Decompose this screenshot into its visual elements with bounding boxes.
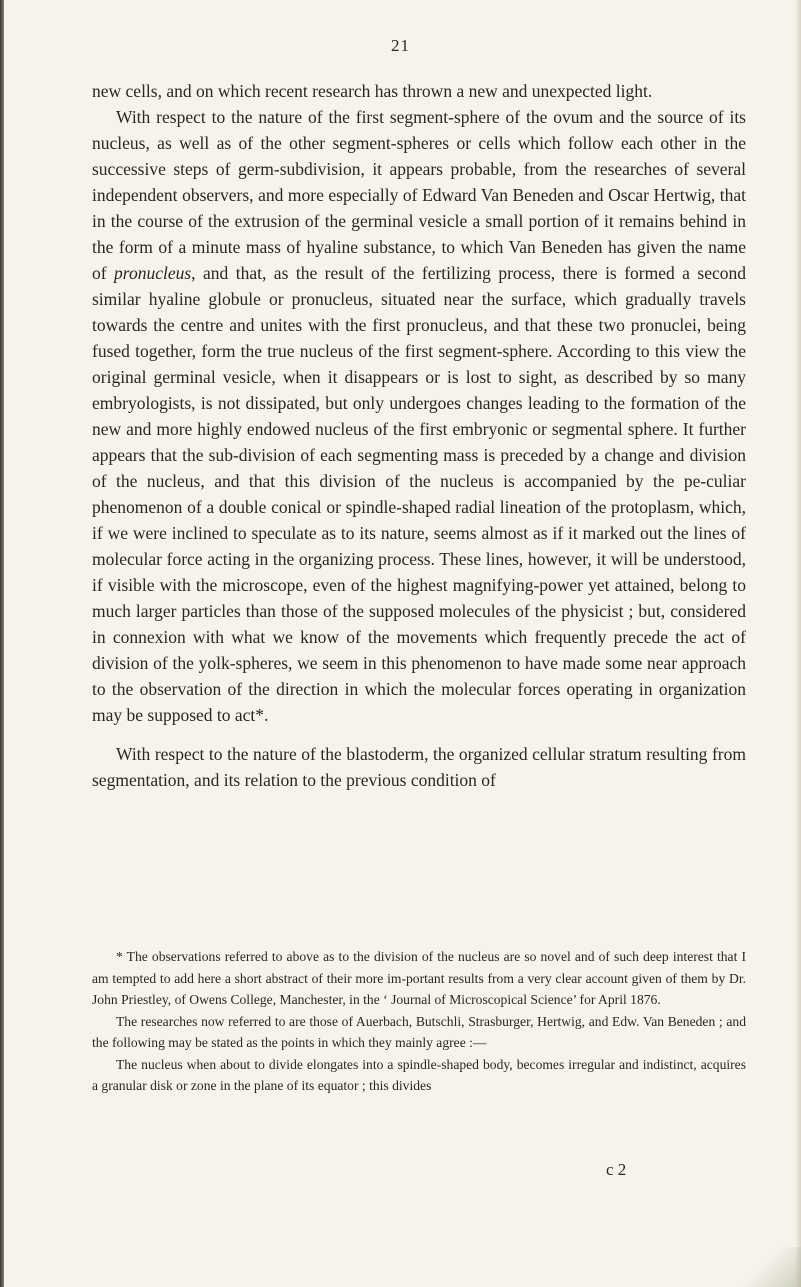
paragraph-blastoderm: With respect to the nature of the blastoderm, the organized cellular stratum resulting from segmentation, and its relation to the previous condition of bbox=[92, 744, 746, 790]
italic-term: pronucleus bbox=[114, 263, 192, 283]
paragraph-continuation: new cells, and on which recent research has thrown a new and unexpected light. bbox=[92, 81, 653, 101]
paragraph-pronucleus bbox=[92, 104, 746, 728]
page-left-edge bbox=[0, 0, 4, 1287]
main-text bbox=[92, 78, 746, 793]
footnote-1: * The observations referred to above as to the division of the nucleus are so novel and of such deep interest that I am tempted to add here a short abstract of their more im-portant results from a very clear account given of them by Dr. John Priestley, of Owens College, Manchester, in the ‘ Journal of Microscopical Science’ for April 1876. bbox=[92, 949, 746, 1007]
page-number: 21 bbox=[391, 36, 410, 55]
page-right-edge bbox=[795, 0, 801, 1287]
page-corner-stain bbox=[741, 1247, 801, 1287]
footnote-3: The nucleus when about to divide elongates into a spindle-shaped body, becomes irregular and indistinct, acquires a granular disk or zone in the plane of its equator ; this divides bbox=[92, 1056, 746, 1093]
paragraph-text: With respect to the nature of the first segment-sphere of the ovum and the source of its nucleus, as well as of the other segment-spheres or cells which follow each other in the successive steps of germ-subdivision, it appears probable, from the researches of several independent observers, and more especially of Edward Van Beneden and Oscar Hertwig, that in the course of the extrusion of the germinal vesicle a small portion of it remains behind in the form of a minute mass of hyaline substance, to which Van Beneden has given the name of bbox=[92, 107, 746, 283]
signature-mark: c 2 bbox=[606, 1160, 627, 1179]
footnotes bbox=[92, 946, 746, 1097]
footnote-2: The researches now referred to are those of Auerbach, Butschli, Strasburger, Hertwig, and Edw. Van Beneden ; and the following may be stated as the points in which they mainly agree :— bbox=[92, 1013, 746, 1050]
paragraph-text: , and that, as the result of the fertilizing process, there is formed a second similar hyaline globule or pronucleus, situated near the surface, which gradually travels towards the centre and unites with the first pronucleus, and that these two pronuclei, being fused together, form the true nucleus of the first segment-sphere. According to this view the original germinal vesicle, when it disappears or is lost to sight, as described by so many embryologists, is not dissipated, but only undergoes changes leading to the formation of the new and more highly endowed nucleus of the first embryonic or segmental sphere. It further appears that the sub-division of each segmenting mass is preceded by a change and division of the nucleus, and that this division of the nucleus is accompanied by the pe-culiar phenomenon of a double conical or spindle-shaped radial lineation of the protoplasm, which, if we were inclined to speculate as to its nature, seems almost as if it marked out the lines of molecular force acting in the organizing process. These lines, however, it will be understood, if visible with the microscope, even of the highest magnifying-power yet attained, belong to much larger particles than those of the supposed molecules of the physicist ; but, considered in connexion with what we know of the movements which frequently precede the act of division of the yolk-spheres, we seem in this phenomenon to have made some near approach to the observation of the direction in which the molecular forces operating in organization may be supposed to act*. bbox=[92, 263, 746, 725]
